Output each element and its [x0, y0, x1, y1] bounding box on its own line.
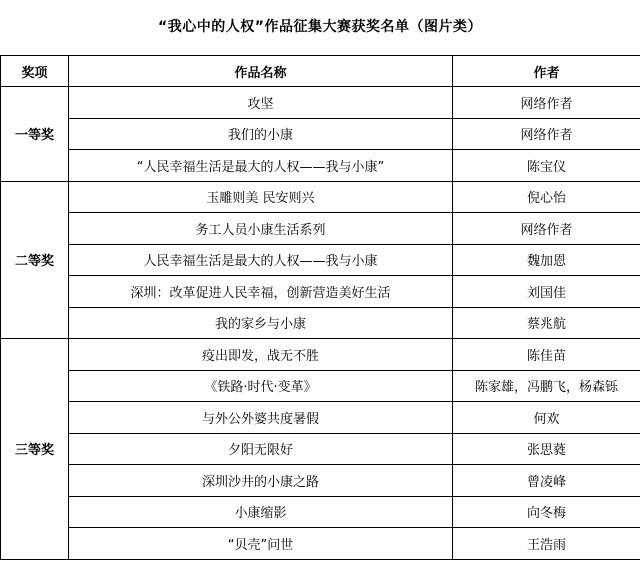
author-cell: 网络作者 [453, 118, 640, 150]
work-name-cell: “人民幸福生活是最大的人权——我与小康” [69, 150, 453, 182]
table-row [1, 433, 640, 465]
table-row [1, 87, 640, 119]
table-body [1, 87, 640, 560]
table-row [1, 339, 640, 371]
work-name-cell: 人民幸福生活是最大的人权——我与小康 [69, 244, 453, 276]
table-row [1, 370, 640, 402]
work-name-cell: 攻坚 [69, 87, 453, 119]
table-row [1, 181, 640, 213]
table-row [1, 307, 640, 339]
author-cell: 陈家雄，冯鹏飞，杨森铄 [453, 370, 640, 402]
table-row [1, 528, 640, 560]
author-cell: 向冬梅 [453, 496, 640, 528]
author-cell: 倪心怡 [453, 181, 640, 213]
work-name-cell: 务工人员小康生活系列 [69, 213, 453, 245]
header-prize: 奖项 [1, 56, 69, 87]
table-row [1, 465, 640, 497]
table-row [1, 150, 640, 182]
author-cell: 陈宝仪 [453, 150, 640, 182]
prize-cell: 二等奖 [1, 181, 69, 339]
page-title: “我心中的人权”作品征集大赛获奖名单（图片类） [158, 19, 482, 35]
author-cell: 何欢 [453, 402, 640, 434]
author-cell: 魏加恩 [453, 244, 640, 276]
prize-cell: 一等奖 [1, 87, 69, 182]
author-cell: 蔡兆航 [453, 307, 640, 339]
author-cell: 王浩雨 [453, 528, 640, 560]
author-cell: 网络作者 [453, 213, 640, 245]
work-name-cell: 夕阳无限好 [69, 433, 453, 465]
work-name-cell: 小康缩影 [69, 496, 453, 528]
work-name-cell: 深圳：改革促进人民幸福，创新营造美好生活 [69, 276, 453, 308]
header-work-name: 作品名称 [69, 56, 453, 87]
table-row [1, 118, 640, 150]
table-row [1, 402, 640, 434]
work-name-cell: “贝壳”问世 [69, 528, 453, 560]
work-name-cell: 深圳沙井的小康之路 [69, 465, 453, 497]
author-cell: 张思蕤 [453, 433, 640, 465]
table-header [1, 56, 640, 87]
work-name-cell: 我的家乡与小康 [69, 307, 453, 339]
work-name-cell: 疫出即发，战无不胜 [69, 339, 453, 371]
header-row [1, 56, 640, 87]
header-author: 作者 [453, 56, 640, 87]
table-row [1, 496, 640, 528]
author-cell: 陈佳苗 [453, 339, 640, 371]
work-name-cell: 我们的小康 [69, 118, 453, 150]
author-cell: 网络作者 [453, 87, 640, 119]
table-row [1, 244, 640, 276]
work-name-cell: 《铁路·时代·变革》 [69, 370, 453, 402]
awards-table [0, 55, 640, 560]
author-cell: 刘国佳 [453, 276, 640, 308]
work-name-cell: 与外公外婆共度暑假 [69, 402, 453, 434]
table-row [1, 213, 640, 245]
prize-cell: 三等奖 [1, 339, 69, 560]
author-cell: 曾凌峰 [453, 465, 640, 497]
work-name-cell: 玉雕则美 民安则兴 [69, 181, 453, 213]
table-row [1, 276, 640, 308]
